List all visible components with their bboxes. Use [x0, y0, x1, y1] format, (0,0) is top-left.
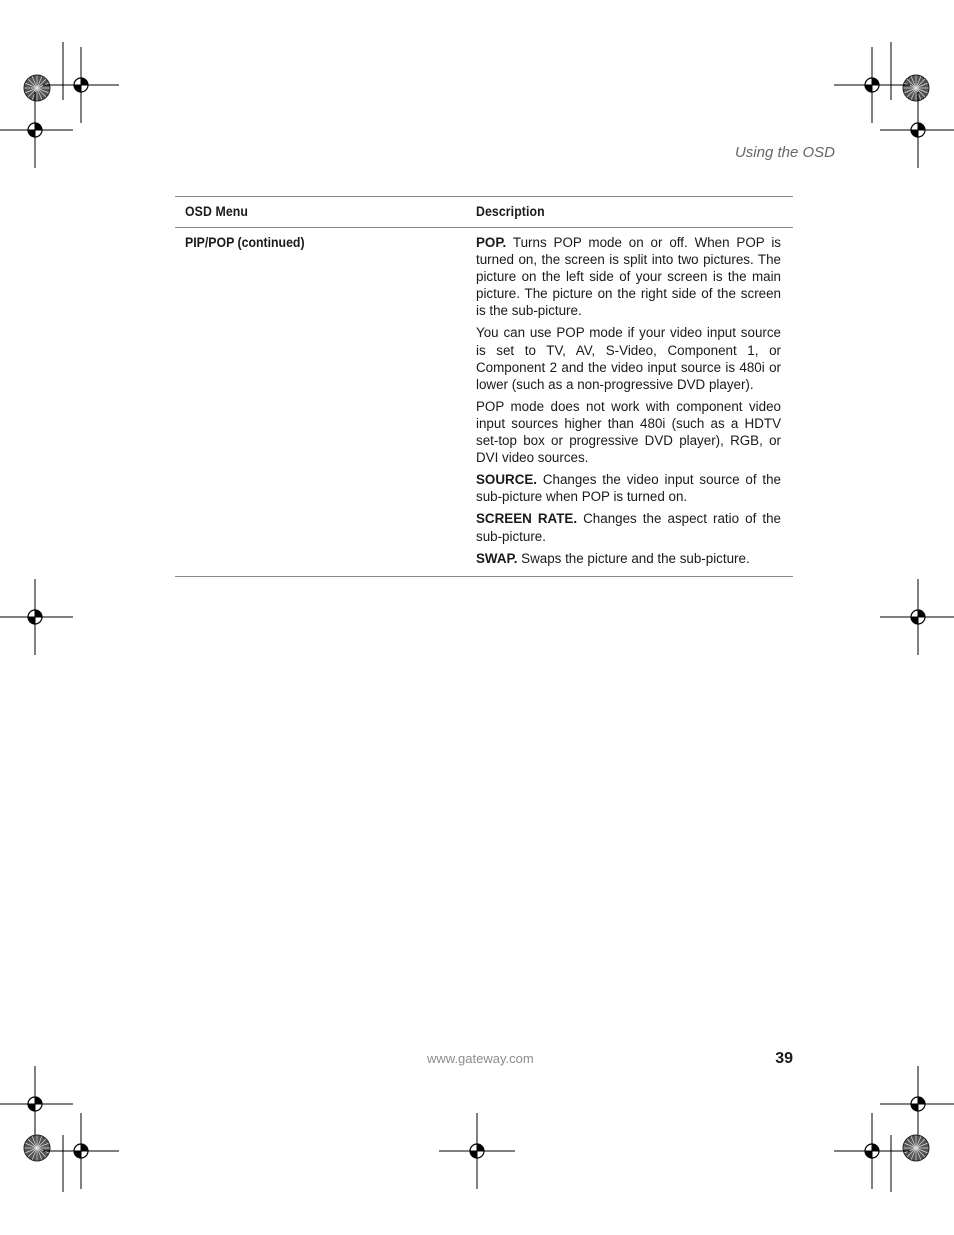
table-row [175, 228, 793, 576]
description-paragraph-pop-usage [476, 324, 781, 392]
description-paragraph-source [476, 471, 781, 505]
registration-cross-icon [43, 47, 119, 123]
text-swap: Swaps the picture and the sub-picture. [517, 550, 750, 566]
text-pop: Turns POP mode on or off. When POP is turned on, the screen is split into two pictures. The picture on the left side of your screen is the main picture. The picture on the right side of the screen is the sub-picture. [476, 235, 781, 319]
text-pop-limits: POP mode does not work with component video input sources higher than 480i (such as a HDTV set-top box or progressive DVD player), RGB, or DVI video sources. [476, 398, 781, 466]
registration-cross-icon [880, 579, 954, 655]
registration-cross-icon [834, 47, 910, 123]
footer-url: www.gateway.com [427, 1051, 534, 1066]
registration-cross-icon [439, 1113, 515, 1189]
registration-cross-icon [0, 92, 73, 168]
starburst-mark-icon [24, 75, 50, 101]
starburst-mark-icon [903, 1135, 929, 1161]
starburst-mark-icon [903, 75, 929, 101]
table-header-row [175, 197, 793, 228]
description-paragraph-pop-limits [476, 398, 781, 466]
text-pop-usage: You can use POP mode if your video input source is set to TV, AV, S-Video, Component 1, or Component 2 and the video input source is 480i or lower (such as a non-progressive DVD player). [476, 325, 781, 392]
header-description: Description [476, 203, 545, 219]
header-cell-menu [175, 203, 476, 221]
header-cell-description [476, 203, 793, 221]
header-osd-menu: OSD Menu [185, 203, 249, 219]
text-screen-rate: Changes the aspect ratio of the sub-picture. [476, 511, 782, 544]
description-paragraph-screen-rate [476, 510, 781, 544]
registration-cross-icon [880, 1066, 954, 1142]
registration-cross-icon [834, 1113, 910, 1189]
starburst-mark-icon [24, 1135, 50, 1161]
description-paragraph-pop [476, 234, 781, 319]
registration-cross-icon [880, 92, 954, 168]
menu-cell [175, 234, 476, 572]
term-screen-rate: SCREEN RATE. [476, 511, 578, 527]
term-swap: SWAP. [476, 550, 518, 566]
term-source: SOURCE. [476, 472, 538, 488]
registration-cross-icon [43, 1113, 119, 1189]
registration-cross-icon [0, 1066, 73, 1142]
description-paragraph-swap [476, 550, 781, 567]
registration-cross-icon [0, 579, 73, 655]
text-source: Changes the video input source of the sub-picture when POP is turned on. [476, 472, 781, 505]
description-cell [476, 234, 793, 572]
menu-item-name: PIP/POP (continued) [185, 234, 305, 250]
term-pop: POP. [476, 235, 507, 250]
osd-menu-table [175, 196, 793, 577]
page-number: 39 [775, 1050, 793, 1067]
running-header: Using the OSD [734, 144, 835, 161]
